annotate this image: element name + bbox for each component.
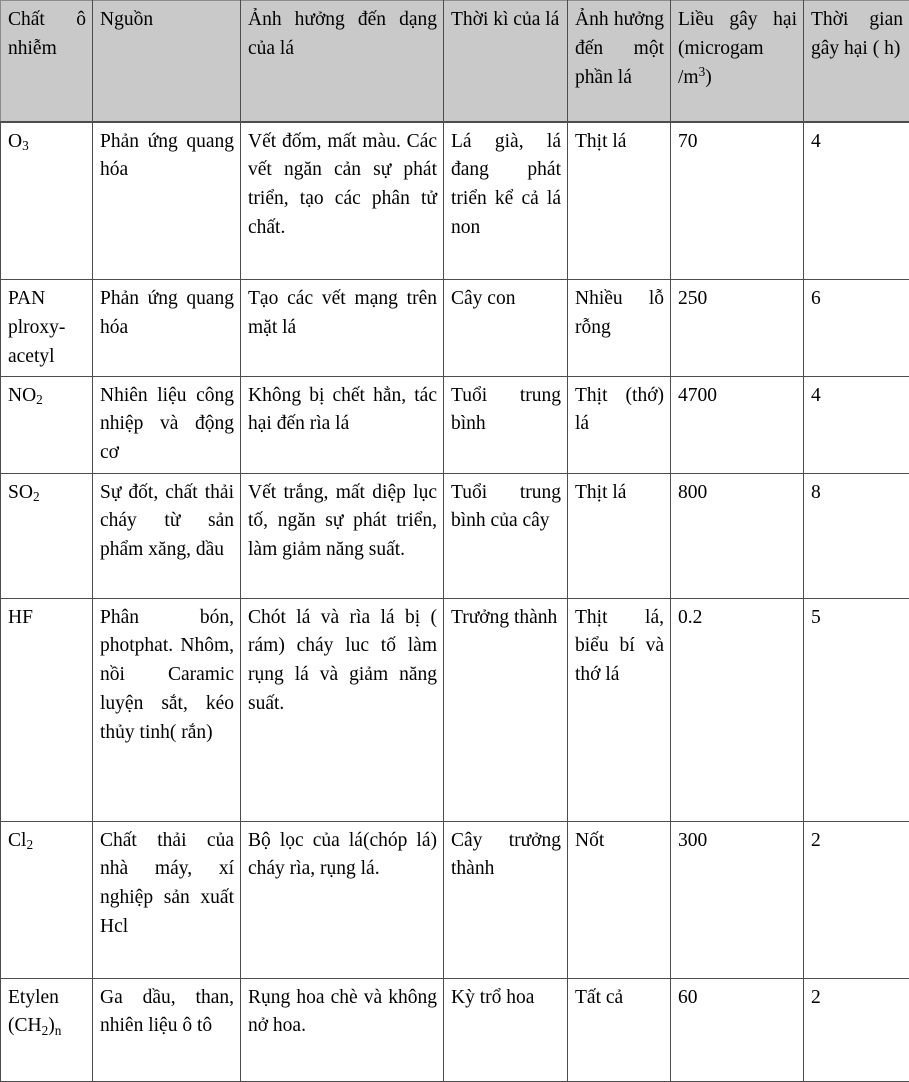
cell-pollutant: [1, 473, 93, 598]
pollutant-name: O: [8, 131, 22, 152]
cell-leaf-part-effect: Thịt lá, biểu bí và thớ lá: [568, 598, 671, 821]
pollutant-subscript: 2: [26, 837, 33, 852]
cell-harm-time: 5: [804, 598, 909, 821]
harmful-dose-unit-exponent: 3: [699, 64, 706, 79]
cell-pollutant: [1, 122, 93, 280]
cell-leaf-stage: Tuổi trung bình của cây: [444, 473, 568, 598]
cell-harm-time: 2: [804, 821, 909, 978]
table-row: [1, 821, 909, 978]
harmful-dose-unit-suffix: ): [705, 67, 712, 88]
pollutant-subscript: 2: [36, 392, 43, 407]
pollutant-formula-prefix: (CH: [8, 1015, 42, 1036]
cell-leaf-form-effect: Bộ lọc của lá(chóp lá) cháy rìa, rụng lá.: [241, 821, 444, 978]
cell-leaf-form-effect: Chót lá và rìa lá bị ( rám) cháy luc tố làm rụng lá và giảm năng suất.: [241, 598, 444, 821]
cell-source: Phản ứng quang hóa: [93, 122, 241, 280]
cell-harmful-dose: 250: [671, 280, 804, 377]
table-row: [1, 376, 909, 473]
cell-source: Sự đốt, chất thải cháy từ sản phẩm xăng, dầu: [93, 473, 241, 598]
cell-harmful-dose: 70: [671, 122, 804, 280]
cell-leaf-stage: Trưởng thành: [444, 598, 568, 821]
cell-leaf-part-effect: Thịt lá: [568, 473, 671, 598]
table-row: [1, 280, 909, 377]
table-header-row: [1, 1, 909, 122]
cell-harmful-dose: 4700: [671, 376, 804, 473]
cell-leaf-part-effect: Thịt (thớ) lá: [568, 376, 671, 473]
cell-leaf-form-effect: Vết đốm, mất màu. Các vết ngăn cản sự phát triển, tạo các phân tử chất.: [241, 122, 444, 280]
cell-pollutant: HF: [1, 598, 93, 821]
cell-harm-time: 2: [804, 978, 909, 1081]
cell-leaf-stage: Kỳ trổ hoa: [444, 978, 568, 1081]
cell-harmful-dose: 800: [671, 473, 804, 598]
cell-harmful-dose: 0.2: [671, 598, 804, 821]
cell-harm-time: 4: [804, 376, 909, 473]
cell-leaf-form-effect: Tạo các vết mạng trên mặt lá: [241, 280, 444, 377]
cell-leaf-form-effect: Không bị chết hẳn, tác hại đến rìa lá: [241, 376, 444, 473]
cell-leaf-part-effect: Nhiều lỗ rỗng: [568, 280, 671, 377]
cell-leaf-stage: Tuổi trung bình: [444, 376, 568, 473]
table-row: [1, 122, 909, 280]
cell-leaf-part-effect: Nốt: [568, 821, 671, 978]
pollutant-subscript: 2: [33, 489, 40, 504]
cell-pollutant: [1, 978, 93, 1081]
cell-pollutant: [1, 376, 93, 473]
harmful-dose-label-unit: [678, 38, 764, 88]
table-row: [1, 978, 909, 1081]
pollutant-name: Cl: [8, 830, 26, 851]
pollutant-subscript: 3: [22, 138, 29, 153]
column-header-harmful-dose: [671, 1, 804, 122]
pollutant-formula-subscript-n: n: [55, 1023, 62, 1038]
cell-harmful-dose: 60: [671, 978, 804, 1081]
cell-source: Phản ứng quang hóa: [93, 280, 241, 377]
harmful-dose-unit-prefix: (microgam /m: [678, 38, 764, 88]
cell-harm-time: 8: [804, 473, 909, 598]
cell-source: Nhiên liệu công nhiệp và động cơ: [93, 376, 241, 473]
harmful-dose-label-main: Liều gây hại: [678, 9, 797, 30]
column-header-leaf-stage: Thời kì của lá: [444, 1, 568, 122]
table-row: [1, 473, 909, 598]
pollutant-formula-middle: ): [48, 1015, 55, 1036]
cell-pollutant: PAN plroxy-acetyl: [1, 280, 93, 377]
cell-leaf-part-effect: Tất cả: [568, 978, 671, 1081]
column-header-leaf-part-effect: Ảnh hưởng đến một phần lá: [568, 1, 671, 122]
pollutant-name: Etylen: [8, 987, 59, 1008]
cell-harm-time: 6: [804, 280, 909, 377]
cell-harm-time: 4: [804, 122, 909, 280]
cell-leaf-stage: Lá già, lá đang phát triển kể cả lá non: [444, 122, 568, 280]
table-row: [1, 598, 909, 821]
cell-leaf-form-effect: Vết trắng, mất diệp lục tố, ngăn sự phát triển, làm giảm năng suất.: [241, 473, 444, 598]
cell-leaf-form-effect: Rụng hoa chè và không nở hoa.: [241, 978, 444, 1081]
cell-leaf-part-effect: Thịt lá: [568, 122, 671, 280]
pollutant-name: SO: [8, 482, 33, 503]
pollutant-name: NO: [8, 385, 36, 406]
column-header-harm-time: Thời gian gây hại ( h): [804, 1, 909, 122]
cell-harmful-dose: 300: [671, 821, 804, 978]
pollutant-formula-subscript: 2: [42, 1023, 49, 1038]
cell-source: Phân bón, photphat. Nhôm, nồi Caramic luyện sắt, kéo thủy tinh( rắn): [93, 598, 241, 821]
cell-source: Chất thải của nhà máy, xí nghiệp sản xuất Hcl: [93, 821, 241, 978]
column-header-leaf-form-effect: Ảnh hưởng đến dạng của lá: [241, 1, 444, 122]
cell-source: Ga dầu, than, nhiên liệu ô tô: [93, 978, 241, 1081]
cell-pollutant: [1, 821, 93, 978]
cell-leaf-stage: Cây con: [444, 280, 568, 377]
column-header-source: Nguồn: [93, 1, 241, 122]
cell-leaf-stage: Cây trưởng thành: [444, 821, 568, 978]
column-header-pollutant: Chất ô nhiễm: [1, 1, 93, 122]
